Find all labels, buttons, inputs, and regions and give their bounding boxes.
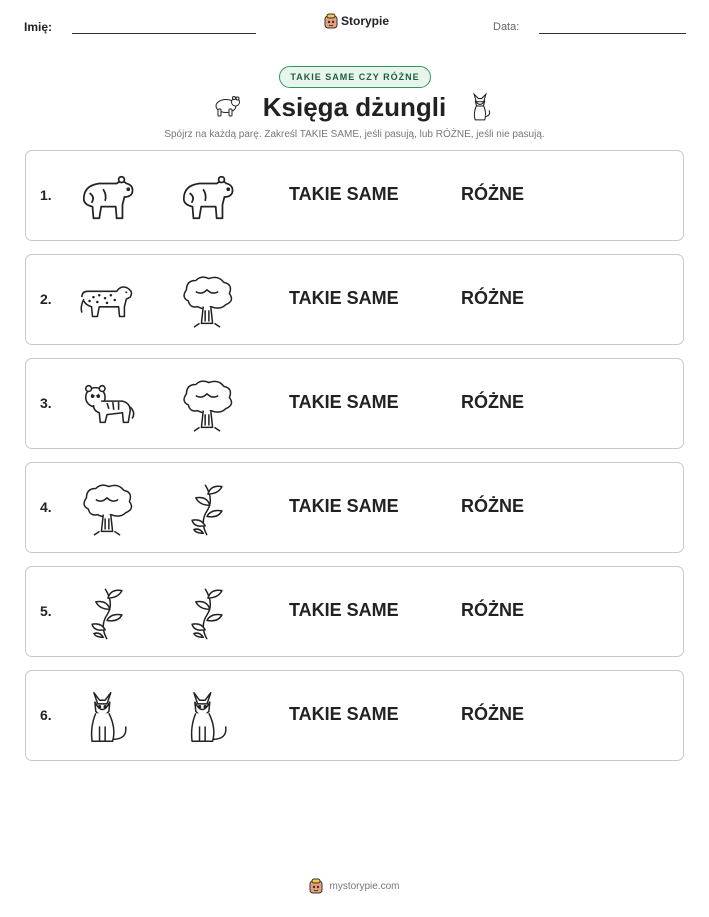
- leopard-icon: [78, 273, 136, 329]
- footer-url[interactable]: mystorypie.com: [329, 880, 400, 892]
- rozne-option[interactable]: RÓŻNE: [461, 392, 524, 412]
- rozne-option[interactable]: RÓŻNE: [461, 704, 524, 724]
- pair-row-1: [25, 150, 684, 241]
- row-number: 1.: [40, 187, 52, 203]
- tree-icon: [178, 377, 236, 433]
- page-title: Księga dżungli: [262, 92, 447, 122]
- bear-icon: [178, 169, 236, 225]
- worksheet-header: [0, 0, 709, 50]
- row-number: 2.: [40, 291, 52, 307]
- storypie-logo-icon: [309, 878, 323, 894]
- vine-icon: [78, 585, 136, 641]
- footer: [0, 878, 709, 894]
- pair-row-5: [25, 566, 684, 657]
- row-number: 4.: [40, 499, 52, 515]
- rozne-option[interactable]: RÓŻNE: [461, 600, 524, 620]
- wolf-icon: [466, 90, 494, 122]
- wolf-icon: [78, 689, 136, 745]
- activity-type-badge: TAKIE SAME CZY RÓŻNE: [279, 66, 431, 88]
- pair-row-3: [25, 358, 684, 449]
- pair-row-2: [25, 254, 684, 345]
- rozne-option[interactable]: RÓŻNE: [461, 496, 524, 516]
- tiger-icon: [78, 377, 136, 433]
- date-field-line[interactable]: [539, 33, 686, 34]
- storypie-logo-icon: [324, 13, 338, 29]
- rozne-option[interactable]: RÓŻNE: [461, 184, 524, 204]
- takie-same-option[interactable]: TAKIE SAME: [289, 288, 399, 308]
- name-field-line[interactable]: [72, 33, 256, 34]
- tree-icon: [78, 481, 136, 537]
- instructions: Spójrz na każdą parę. Zakreśl TAKIE SAME, jeśli pasują, lub RÓŻNE, jeśli nie pasują.: [164, 129, 545, 140]
- brand-name: Storypie: [341, 14, 390, 28]
- brand-logo: [324, 13, 389, 29]
- row-number: 5.: [40, 603, 52, 619]
- takie-same-option[interactable]: TAKIE SAME: [289, 184, 399, 204]
- vine-icon: [178, 481, 236, 537]
- wolf-icon: [178, 689, 236, 745]
- vine-icon: [178, 585, 236, 641]
- takie-same-option[interactable]: TAKIE SAME: [289, 600, 399, 620]
- name-label: Imię:: [24, 20, 53, 34]
- row-number: 6.: [40, 707, 52, 723]
- bear-icon: [78, 169, 136, 225]
- takie-same-option[interactable]: TAKIE SAME: [289, 496, 399, 516]
- title-row: [0, 90, 709, 130]
- pair-row-6: [25, 670, 684, 761]
- date-label: Data:: [493, 21, 520, 33]
- takie-same-option[interactable]: TAKIE SAME: [289, 392, 399, 412]
- row-number: 3.: [40, 395, 52, 411]
- pair-row-4: [25, 462, 684, 553]
- rozne-option[interactable]: RÓŻNE: [461, 288, 524, 308]
- takie-same-option[interactable]: TAKIE SAME: [289, 704, 399, 724]
- tree-icon: [178, 273, 236, 329]
